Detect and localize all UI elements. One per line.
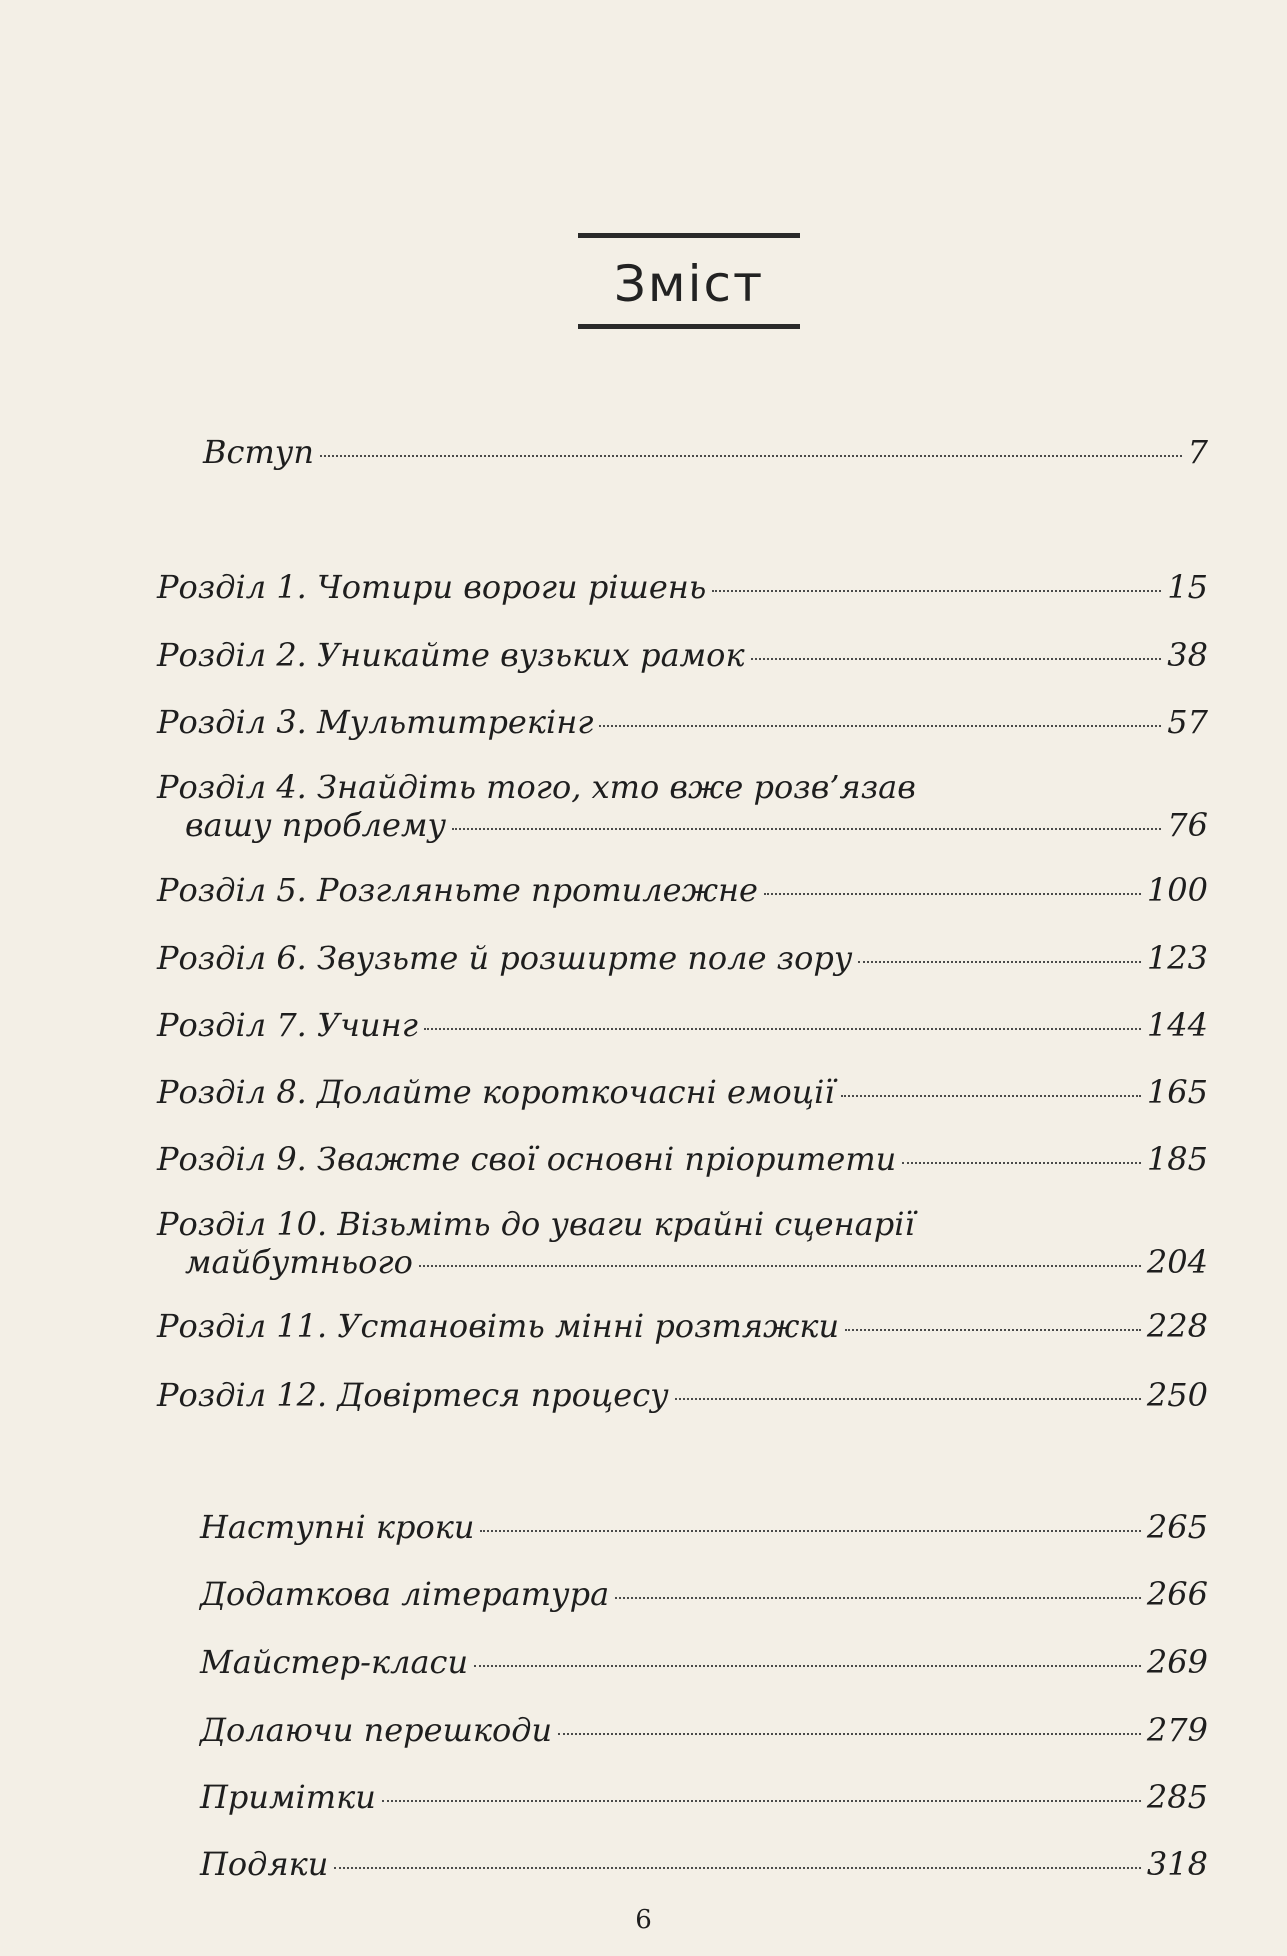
toc-entry-chapter-10[interactable] <box>157 1205 1208 1281</box>
toc-entry-page: 250 <box>1146 1376 1208 1414</box>
toc-entry-intro[interactable] <box>203 433 1208 471</box>
dot-leader <box>764 893 1141 895</box>
dot-leader <box>902 1162 1141 1164</box>
dot-leader <box>382 1800 1141 1802</box>
toc-entry-chapter-4[interactable] <box>157 768 1208 844</box>
toc-entry-label: Розділ 3. Мультитрекінг <box>157 703 594 741</box>
toc-entry-label: Розділ 5. Розгляньте протилежне <box>157 871 758 909</box>
toc-entry-page: 165 <box>1146 1073 1208 1111</box>
toc-entry-label: Розділ 8. Долайте короткочасні емоції <box>157 1073 835 1111</box>
dot-leader <box>841 1095 1141 1097</box>
toc-entry-label: Наступні кроки <box>200 1508 475 1546</box>
toc-entry-chapter-12[interactable] <box>157 1376 1208 1414</box>
dot-leader <box>845 1329 1141 1331</box>
toc-entry-page: 285 <box>1146 1778 1208 1816</box>
toc-entry-next-steps[interactable] <box>200 1508 1208 1546</box>
toc-entry-page: 204 <box>1146 1243 1208 1281</box>
toc-entry-chapter-3[interactable] <box>157 703 1208 741</box>
toc-entry-notes[interactable] <box>200 1778 1208 1816</box>
toc-entry-page: 38 <box>1167 636 1208 674</box>
dot-leader <box>480 1530 1140 1532</box>
toc-entry-page: 123 <box>1146 939 1208 977</box>
toc-entry-chapter-8[interactable] <box>157 1073 1208 1111</box>
dot-leader <box>452 828 1161 830</box>
dot-leader <box>599 725 1161 727</box>
toc-entry-chapter-1[interactable] <box>157 568 1208 606</box>
toc-entry-label: Розділ 10. Візьміть до уваги крайні сценарії <box>157 1205 915 1243</box>
toc-entry-label: Вступ <box>203 433 314 471</box>
dot-leader <box>858 961 1140 963</box>
toc-entry-label: Розділ 1. Чотири вороги рішень <box>157 568 707 606</box>
toc-entry-label: Розділ 11. Установіть мінні розтяжки <box>157 1307 840 1345</box>
toc-entry-chapter-9[interactable] <box>157 1140 1208 1178</box>
toc-entry-chapter-7[interactable] <box>157 1006 1208 1044</box>
toc-entry-chapter-2[interactable] <box>157 636 1208 674</box>
page-number: 6 <box>635 1905 652 1935</box>
toc-entry-page: 100 <box>1146 871 1208 909</box>
toc-entry-label: Розділ 2. Уникайте вузьких рамок <box>157 636 745 674</box>
dot-leader <box>419 1265 1141 1267</box>
page-title: Зміст <box>613 255 765 313</box>
dot-leader <box>712 590 1161 592</box>
toc-entry-label: Розділ 6. Звузьте й розширте поле зору <box>157 939 853 977</box>
toc-entry-label: Примітки <box>200 1778 376 1816</box>
toc-entry-overcoming-obstacles[interactable] <box>200 1711 1208 1749</box>
toc-entry-master-classes[interactable] <box>200 1643 1208 1681</box>
toc-entry-chapter-11[interactable] <box>157 1307 1208 1345</box>
toc-entry-acknowledgements[interactable] <box>200 1845 1208 1883</box>
dot-leader <box>474 1665 1141 1667</box>
toc-entry-label: Розділ 4. Знайдіть того, хто вже розв’язав <box>157 768 916 806</box>
toc-entry-page: 144 <box>1146 1006 1208 1044</box>
toc-entry-page: 57 <box>1167 703 1208 741</box>
toc-entry-chapter-6[interactable] <box>157 939 1208 977</box>
toc-entry-label: Розділ 7. Учинг <box>157 1006 418 1044</box>
toc-entry-label: Розділ 9. Зважте свої основні пріоритети <box>157 1140 897 1178</box>
dot-leader <box>751 658 1162 660</box>
dot-leader <box>675 1398 1141 1400</box>
title-rule-bottom <box>578 324 800 329</box>
toc-entry-page: 7 <box>1187 433 1208 471</box>
toc-entry-page: 269 <box>1146 1643 1208 1681</box>
title-rule-top <box>578 233 800 238</box>
toc-entry-page: 76 <box>1167 806 1208 844</box>
dot-leader <box>334 1867 1141 1869</box>
toc-entry-chapter-5[interactable] <box>157 871 1208 909</box>
dot-leader <box>320 455 1182 457</box>
toc-entry-label-continued: вашу проблему <box>185 806 447 844</box>
toc-entry-page: 279 <box>1146 1711 1208 1749</box>
toc-entry-page: 265 <box>1146 1508 1208 1546</box>
toc-entry-label: Майстер-класи <box>200 1643 469 1681</box>
toc-entry-page: 15 <box>1167 568 1208 606</box>
toc-entry-label: Подяки <box>200 1845 329 1883</box>
toc-entry-page: 266 <box>1146 1575 1208 1613</box>
toc-entry-page: 318 <box>1146 1845 1208 1883</box>
dot-leader <box>615 1597 1141 1599</box>
toc-entry-further-reading[interactable] <box>200 1575 1208 1613</box>
dot-leader <box>558 1733 1141 1735</box>
toc-entry-label: Розділ 12. Довіртеся процесу <box>157 1376 669 1414</box>
toc-entry-label: Додаткова література <box>200 1575 610 1613</box>
toc-entry-page: 228 <box>1146 1307 1208 1345</box>
toc-entry-label-continued: майбутнього <box>185 1243 413 1281</box>
toc-entry-page: 185 <box>1146 1140 1208 1178</box>
toc-entry-label: Долаючи перешкоди <box>200 1711 553 1749</box>
dot-leader <box>424 1028 1141 1030</box>
